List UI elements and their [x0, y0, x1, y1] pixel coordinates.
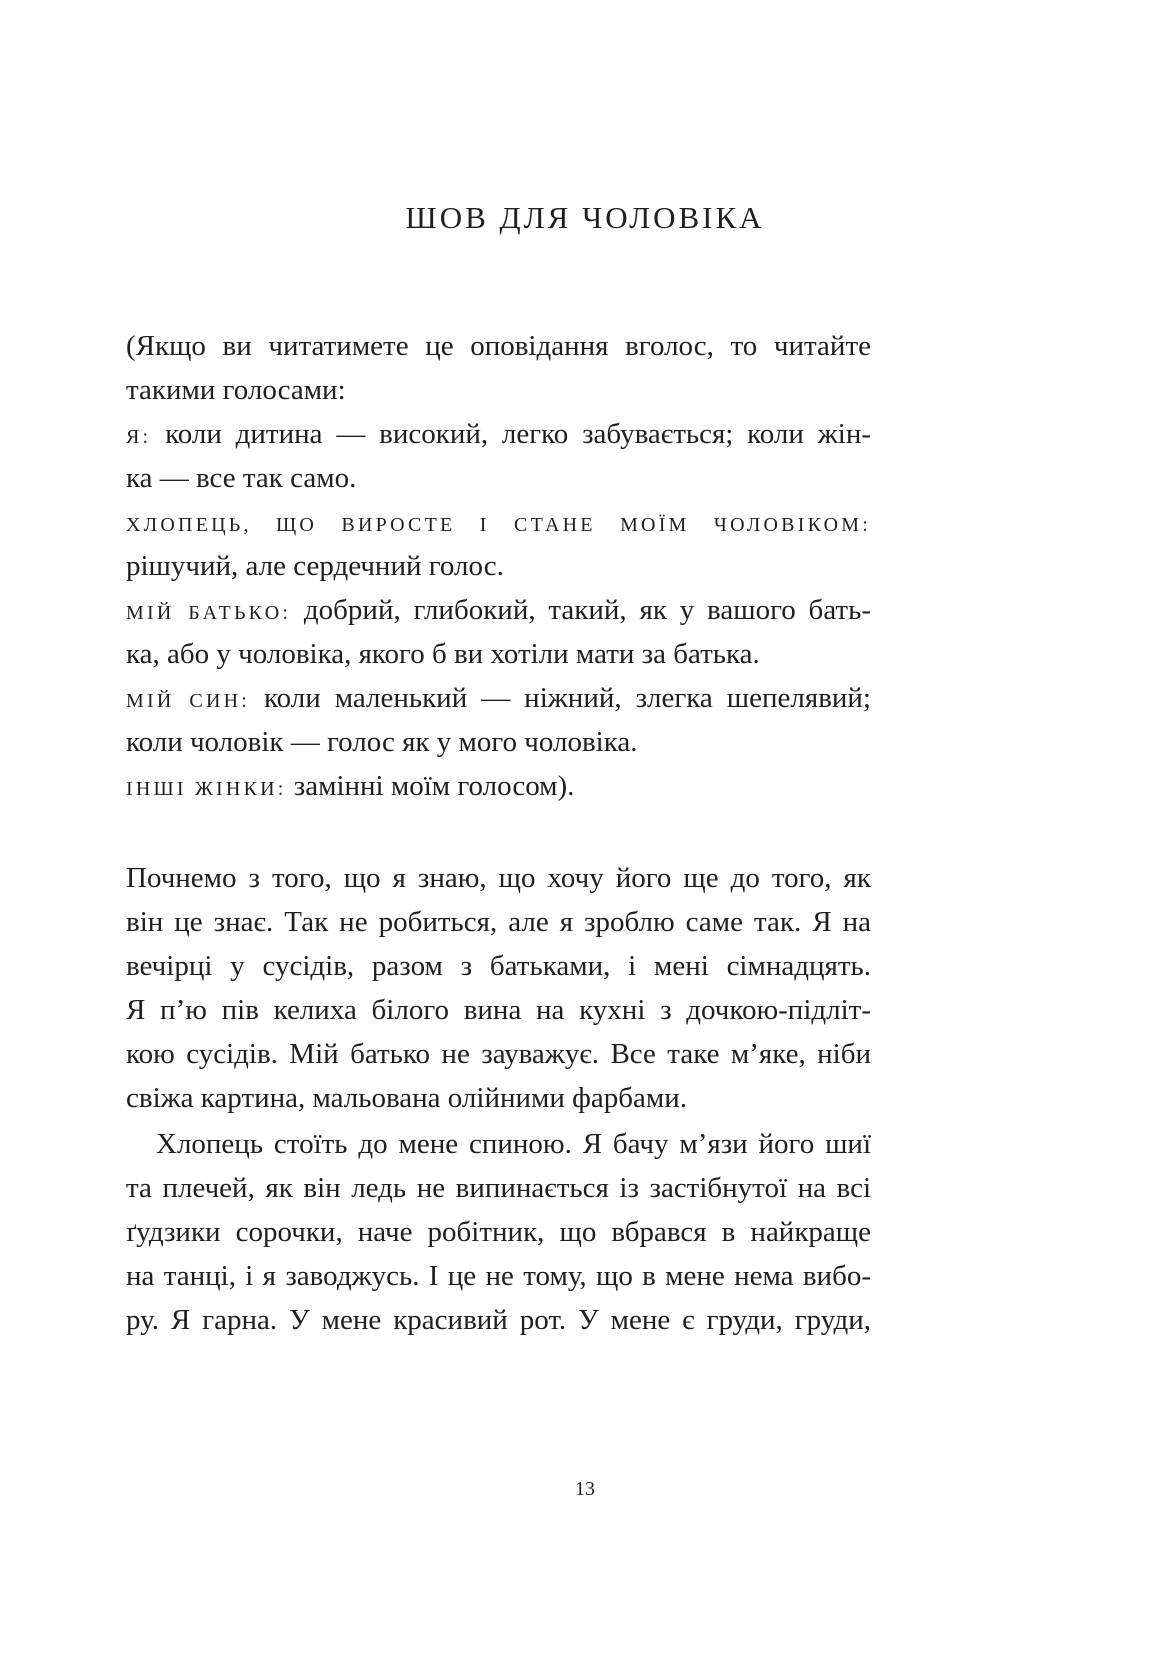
intro-line	[126, 502, 871, 545]
body-line: свіжа картина, мальована олійними фарбами.	[126, 1082, 688, 1114]
intro-line: коли чоловік — голос як у мого чоловіка.	[126, 726, 638, 758]
body-line: Хлопець стоїть до мене спиною. Я бачу м’язи його шиї	[156, 1128, 871, 1160]
voice-label: ХЛОПЕЦЬ, ЩО ВИРОСТЕ І СТАНЕ МОЇМ ЧОЛОВІКОМ:	[126, 514, 871, 536]
body-line: на танці, і я заводжусь. І це не тому, що в мене нема вибо-	[126, 1260, 871, 1292]
voice-label: МІЙ СИН:	[126, 690, 251, 712]
voice-label: МІЙ БАТЬКО:	[126, 602, 292, 624]
intro-line: ІНШІ ЖІНКИ: замінні моїм голосом).	[126, 770, 575, 802]
body-line: Я п’ю пів келиха білого вина на кухні з дочкою-підліт-	[126, 994, 871, 1026]
voice-label: Я:	[126, 426, 152, 448]
body-line: вечірці у сусідів, разом з батьками, і мені сімнадцять.	[126, 950, 871, 982]
body-line: він це знає. Так не робиться, але я зроблю саме так. Я на	[126, 906, 871, 938]
body-line: Почнемо з того, що я знаю, що хочу його ще до того, як	[126, 862, 871, 894]
voice-label: ІНШІ ЖІНКИ:	[126, 778, 287, 800]
intro-line: такими голосами:	[126, 374, 346, 406]
chapter-title: ШОВ ДЛЯ ЧОЛОВІКА	[405, 200, 765, 235]
intro-line: рішучий, але сердечний голос.	[126, 550, 504, 582]
page-number: 13	[575, 1478, 595, 1500]
body-line: та плечей, як він ледь не випинається із застібнутої на всі	[126, 1172, 871, 1204]
body-line: кою сусідів. Мій батько не зауважує. Все таке м’яке, ніби	[126, 1038, 871, 1070]
intro-line: ка — все так само.	[126, 462, 357, 494]
intro-line: (Якщо ви читатимете це оповідання вголос, то читайте	[126, 330, 871, 362]
body-line: ґудзики сорочки, наче робітник, що вбрався в найкраще	[126, 1216, 871, 1248]
body-line: ру. Я гарна. У мене красивий рот. У мене є груди, груди,	[126, 1304, 871, 1336]
intro-line: Я: коли дитина — високий, легко забувається; коли жін-	[126, 418, 871, 450]
intro-line: МІЙ СИН: коли маленький — ніжний, злегка шепелявий;	[126, 682, 871, 714]
intro-line: ка, або у чоловіка, якого б ви хотіли мати за батька.	[126, 638, 760, 670]
intro-line: МІЙ БАТЬКО: добрий, глибокий, такий, як у вашого бать-	[126, 594, 871, 626]
